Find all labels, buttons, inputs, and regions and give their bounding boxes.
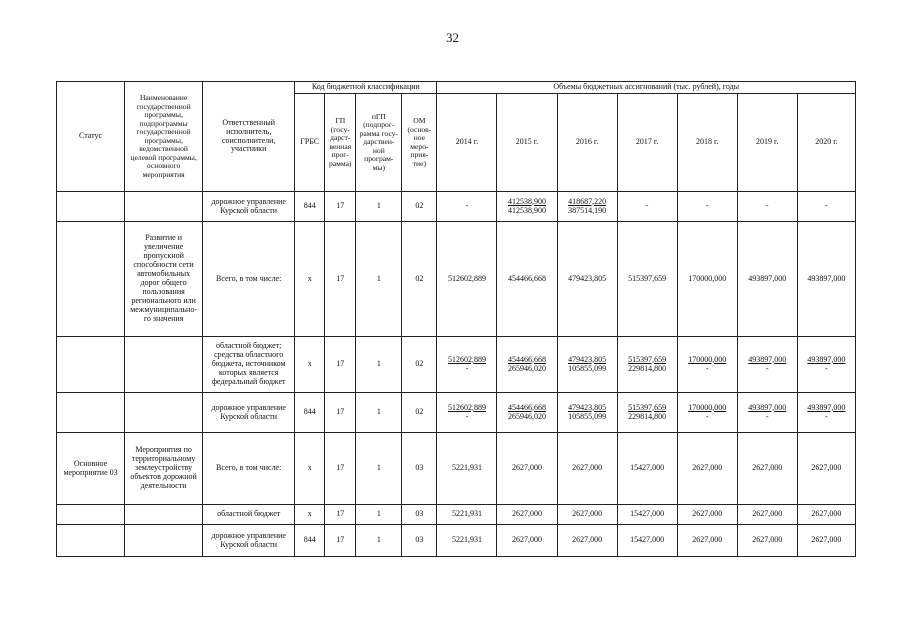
value-cell — [737, 337, 797, 393]
om-cell: 02 — [402, 222, 437, 337]
pgp-cell: 1 — [356, 505, 402, 525]
value-primary: 2627,000 — [512, 535, 542, 545]
value-primary: - — [765, 201, 769, 211]
value-cell — [617, 222, 677, 337]
value-federal: - — [465, 363, 469, 373]
table-row — [57, 337, 856, 393]
value-primary: 170000,000 — [688, 273, 727, 283]
grbs-cell: х — [295, 337, 325, 393]
value-cell — [677, 222, 737, 337]
grbs-cell: х — [295, 505, 325, 525]
value-cell — [497, 433, 557, 505]
pgp-cell: 1 — [356, 222, 402, 337]
value-cell — [677, 505, 737, 525]
value-cell — [557, 337, 617, 393]
gp-cell: 17 — [325, 433, 356, 505]
status-cell — [57, 192, 125, 222]
value-primary: 2627,000 — [752, 463, 783, 473]
value-primary: 479423,805 — [568, 402, 607, 412]
om-cell: 02 — [402, 393, 437, 433]
value-cell — [557, 433, 617, 505]
value-cell — [737, 192, 797, 222]
value-primary: 454466,668 — [508, 402, 546, 412]
value-primary: 2627,000 — [752, 535, 783, 545]
value-primary: 5221,931 — [451, 509, 482, 519]
name-cell — [125, 505, 203, 525]
header-year-2020: 2020 г. — [797, 94, 855, 192]
value-cell — [797, 393, 855, 433]
header-year-2019: 2019 г. — [737, 94, 797, 192]
value-cell — [497, 505, 557, 525]
value-cell — [677, 393, 737, 433]
name-cell — [125, 192, 203, 222]
header-name: Наименование государственной программы, подпрограммы государственной программы, ведомственной целевой программы, основного мероприятия — [125, 82, 203, 192]
value-federal: - — [825, 363, 828, 373]
name-cell: Мероприятия по территориальному землеустройству объектов дорожной деятельности — [125, 433, 203, 505]
om-cell: 03 — [402, 505, 437, 525]
value-federal: - — [825, 411, 828, 421]
value-cell — [797, 222, 855, 337]
executor-cell: областной бюджет; средства областного бюджета, источником которых является федеральный бюджет — [203, 337, 295, 393]
value-federal: 265946,020 — [508, 411, 546, 421]
value-federal: - — [765, 411, 769, 421]
grbs-cell: х — [295, 222, 325, 337]
value-cell — [437, 222, 497, 337]
value-primary: 2627,000 — [512, 509, 542, 519]
status-cell — [57, 525, 125, 557]
value-cell — [437, 433, 497, 505]
value-cell — [497, 192, 557, 222]
value-cell — [737, 505, 797, 525]
pgp-cell: 1 — [356, 525, 402, 557]
value-cell — [677, 433, 737, 505]
value-cell — [497, 337, 557, 393]
value-cell — [437, 505, 497, 525]
name-cell — [125, 337, 203, 393]
value-primary: 493897,000 — [807, 402, 846, 412]
value-cell — [557, 222, 617, 337]
om-cell: 02 — [402, 192, 437, 222]
value-cell — [437, 337, 497, 393]
name-cell: Развитие и увеличение пропускной способности сети автомобильных дорог общего пользования регионального или межмуниципально-го значения — [125, 222, 203, 337]
value-cell — [737, 525, 797, 557]
value-primary: - — [465, 201, 469, 211]
value-primary: 2627,000 — [512, 463, 542, 473]
grbs-cell: х — [295, 433, 325, 505]
table-row — [57, 433, 856, 505]
pgp-cell: 1 — [356, 337, 402, 393]
name-cell — [125, 525, 203, 557]
value-primary: 512602,889 — [447, 273, 486, 283]
grbs-cell: 844 — [295, 192, 325, 222]
value-primary: 412538,900 — [508, 196, 546, 206]
value-primary: 512602,889 — [447, 402, 486, 412]
gp-cell: 17 — [325, 337, 356, 393]
name-cell — [125, 393, 203, 433]
header-pgp: пГП (подпрог-рамма госу-дарствен-ной програм-мы) — [356, 94, 402, 192]
value-primary: 515397,659 — [628, 402, 667, 412]
value-cell — [677, 192, 737, 222]
header-row-top — [57, 82, 856, 94]
value-primary: 2627,000 — [572, 535, 603, 545]
gp-cell: 17 — [325, 222, 356, 337]
value-federal: 229814,800 — [628, 411, 667, 421]
value-cell — [797, 525, 855, 557]
value-cell — [617, 337, 677, 393]
status-cell — [57, 393, 125, 433]
value-cell — [557, 505, 617, 525]
pgp-cell: 1 — [356, 393, 402, 433]
pgp-cell: 1 — [356, 192, 402, 222]
executor-cell: дорожное управление Курской области — [203, 393, 295, 433]
value-cell — [617, 393, 677, 433]
value-primary: 15427,000 — [630, 509, 665, 519]
value-cell — [797, 192, 855, 222]
value-primary: 2627,000 — [692, 535, 723, 545]
header-volumes: Объемы бюджетных ассигнований (тыс. рублей), годы — [437, 82, 856, 94]
value-cell — [497, 393, 557, 433]
value-primary: 170000,000 — [688, 402, 727, 412]
pgp-cell: 1 — [356, 433, 402, 505]
header-grbs: ГРБС — [295, 94, 325, 192]
value-primary: 2627,000 — [752, 509, 783, 519]
value-federal: 265946,020 — [508, 363, 546, 373]
gp-cell: 17 — [325, 192, 356, 222]
value-primary: - — [705, 201, 709, 211]
value-primary: 493897,000 — [748, 354, 787, 364]
value-federal: 105855,099 — [568, 411, 607, 421]
value-cell — [497, 525, 557, 557]
om-cell: 03 — [402, 433, 437, 505]
value-cell — [737, 433, 797, 505]
value-cell — [797, 433, 855, 505]
value-primary: 512602,889 — [447, 354, 486, 364]
value-primary: 454466,668 — [508, 273, 546, 283]
header-year-2015: 2015 г. — [497, 94, 557, 192]
value-cell — [617, 433, 677, 505]
header-status: Статус — [57, 82, 125, 192]
value-primary: 493897,000 — [807, 354, 846, 364]
status-cell — [57, 505, 125, 525]
value-primary: 515397,659 — [628, 273, 667, 283]
table-body — [57, 192, 856, 557]
header-gp: ГП (госу-дарст-венная прог-рамма) — [325, 94, 356, 192]
page-number: 32 — [446, 30, 459, 45]
value-federal: - — [765, 363, 769, 373]
table-row — [57, 393, 856, 433]
value-primary: 418687,220 — [568, 196, 607, 206]
value-cell — [557, 525, 617, 557]
value-cell — [557, 192, 617, 222]
value-cell — [617, 192, 677, 222]
header-executor: Ответственный исполнитель, соисполнители, участники — [203, 82, 295, 192]
value-primary: 493897,000 — [807, 273, 846, 283]
header-year-2018: 2018 г. — [677, 94, 737, 192]
status-cell — [57, 222, 125, 337]
value-federal: - — [465, 411, 469, 421]
value-primary: 454466,668 — [508, 354, 546, 364]
om-cell: 02 — [402, 337, 437, 393]
value-cell — [437, 393, 497, 433]
header-classification: Код бюджетной классификации — [295, 82, 437, 94]
table-row — [57, 222, 856, 337]
executor-cell: дорожное управление Курской области — [203, 192, 295, 222]
executor-cell: Всего, в том числе: — [203, 222, 295, 337]
executor-cell: Всего, в том числе: — [203, 433, 295, 505]
status-cell — [57, 337, 125, 393]
value-federal: 387514,190 — [568, 205, 607, 215]
value-cell — [677, 525, 737, 557]
value-primary: - — [645, 201, 649, 211]
value-primary: 15427,000 — [630, 463, 665, 473]
value-primary: - — [825, 201, 828, 211]
value-federal: 229814,800 — [628, 363, 667, 373]
header-year-2014: 2014 г. — [437, 94, 497, 192]
value-federal: 412538,900 — [508, 205, 546, 215]
value-primary: 5221,931 — [451, 535, 482, 545]
value-primary: 2627,000 — [572, 509, 603, 519]
table-row — [57, 505, 856, 525]
value-federal: 105855,099 — [568, 363, 607, 373]
value-cell — [737, 222, 797, 337]
value-primary: 2627,000 — [692, 509, 723, 519]
om-cell: 03 — [402, 525, 437, 557]
value-primary: 2627,000 — [572, 463, 603, 473]
value-cell — [797, 337, 855, 393]
value-primary: 170000,000 — [688, 354, 727, 364]
value-cell — [437, 525, 497, 557]
gp-cell: 17 — [325, 393, 356, 433]
table-row — [57, 192, 856, 222]
gp-cell: 17 — [325, 505, 356, 525]
grbs-cell: 844 — [295, 393, 325, 433]
header-year-2017: 2017 г. — [617, 94, 677, 192]
value-cell — [437, 192, 497, 222]
value-primary: 493897,000 — [748, 273, 787, 283]
status-cell: Основное мероприятие 03 — [57, 433, 125, 505]
header-om: ОМ (основ-ное меро-прия-тие) — [402, 94, 437, 192]
value-cell — [497, 222, 557, 337]
value-primary: 479423,805 — [568, 354, 607, 364]
value-primary: 479423,805 — [568, 273, 607, 283]
value-primary: 2627,000 — [811, 463, 842, 473]
value-primary: 2627,000 — [811, 509, 842, 519]
table-row — [57, 525, 856, 557]
value-primary: 2627,000 — [811, 535, 842, 545]
header-year-2016: 2016 г. — [557, 94, 617, 192]
executor-cell: дорожное управление Курской области — [203, 525, 295, 557]
value-primary: 2627,000 — [692, 463, 723, 473]
value-federal: - — [705, 363, 709, 373]
value-primary: 5221,931 — [451, 463, 482, 473]
value-cell — [737, 393, 797, 433]
value-primary: 493897,000 — [748, 402, 787, 412]
budget-allocation-table — [56, 81, 856, 557]
value-primary: 515397,659 — [628, 354, 667, 364]
value-cell — [557, 393, 617, 433]
value-cell — [677, 337, 737, 393]
value-cell — [617, 525, 677, 557]
grbs-cell: 844 — [295, 525, 325, 557]
value-cell — [617, 505, 677, 525]
value-primary: 15427,000 — [630, 535, 665, 545]
gp-cell: 17 — [325, 525, 356, 557]
value-cell — [797, 505, 855, 525]
executor-cell: областной бюджет — [203, 505, 295, 525]
value-federal: - — [705, 411, 709, 421]
